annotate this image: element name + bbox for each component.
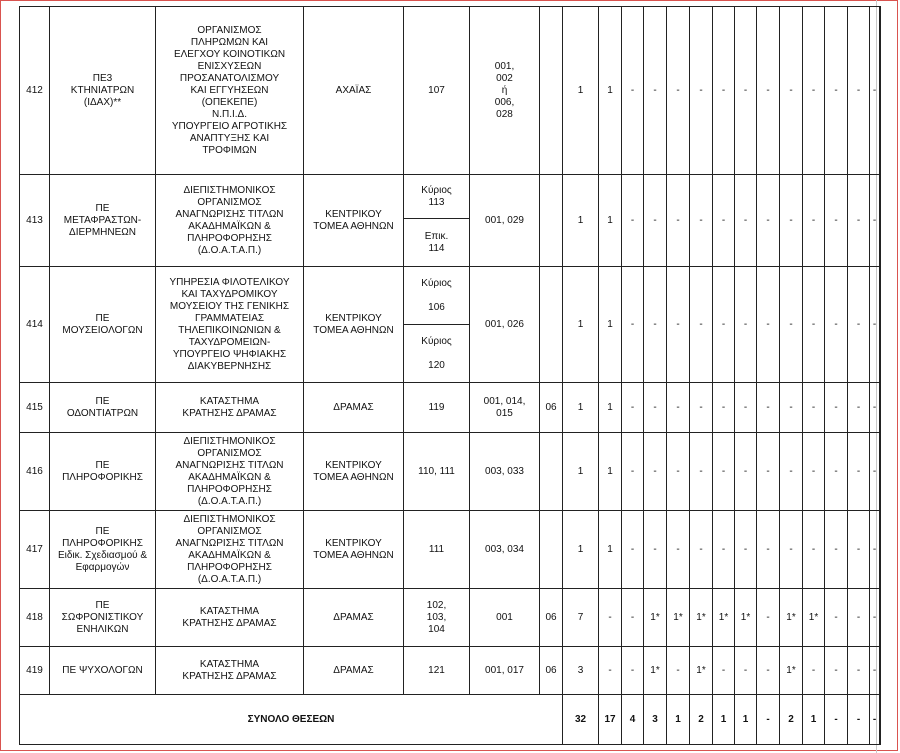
col-a: 1 — [599, 267, 622, 383]
col-m: - — [870, 589, 880, 647]
positions-count: 1 — [563, 433, 599, 511]
specialty: ΠΕ ΜΕΤΑΦΡΑΣΤΩΝ- ΔΙΕΡΜΗΝΕΩΝ — [50, 175, 156, 267]
edge-cell — [880, 511, 881, 589]
col-e: 1* — [690, 589, 713, 647]
specialty: ΠΕ ΜΟΥΣΕΙΟΛΟΓΩΝ — [50, 267, 156, 383]
edge-cell — [880, 175, 881, 267]
col-l: - — [848, 589, 870, 647]
col-j: - — [803, 433, 825, 511]
col-g: - — [735, 647, 757, 695]
agency: ΔΙΕΠΙΣΤΗΜΟΝΙΚΟΣ ΟΡΓΑΝΙΣΜΟΣ ΑΝΑΓΝΩΡΙΣΗΣ ΤΙΤΛΩΝ ΑΚΑΔΗΜΑΪΚΩΝ & ΠΛΗΡΟΦΟΡΗΣΗΣ (Δ.Ο.Α.Τ.Α.Π.) — [156, 175, 304, 267]
col-c: - — [644, 511, 667, 589]
positions-count: 1 — [563, 267, 599, 383]
positions-count: 1 — [563, 383, 599, 433]
col-k: - — [825, 589, 848, 647]
table-row — [20, 7, 881, 175]
col-j: - — [803, 7, 825, 175]
specialty: ΠΕ3 ΚΤΗΝΙΑΤΡΩΝ (ΙΔΑΧ)** — [50, 7, 156, 175]
position-code: 111 — [404, 511, 470, 589]
edge-cell — [880, 433, 881, 511]
col-b: - — [622, 383, 644, 433]
col-a: 1 — [599, 383, 622, 433]
col-i: 1* — [780, 589, 803, 647]
col-l: - — [848, 175, 870, 267]
extra-code: 06 — [540, 383, 563, 433]
col-e: - — [690, 7, 713, 175]
edge-cell — [880, 589, 881, 647]
col-k: - — [825, 175, 848, 267]
col-d: - — [667, 267, 690, 383]
total-col-d: 1 — [667, 695, 690, 745]
agency: ΔΙΕΠΙΣΤΗΜΟΝΙΚΟΣ ΟΡΓΑΝΙΣΜΟΣ ΑΝΑΓΝΩΡΙΣΗΣ ΤΙΤΛΩΝ ΑΚΑΔΗΜΑΪΚΩΝ & ΠΛΗΡΟΦΟΡΗΣΗΣ (Δ.Ο.Α.Τ.Α.Π.) — [156, 511, 304, 589]
col-j: - — [803, 175, 825, 267]
specialty: ΠΕ ΟΔΟΝΤΙΑΤΡΩΝ — [50, 383, 156, 433]
col-c: - — [644, 383, 667, 433]
col-k: - — [825, 647, 848, 695]
row-number: 414 — [20, 267, 50, 383]
col-b: - — [622, 7, 644, 175]
col-l: - — [848, 511, 870, 589]
location: ΚΕΝΤΡΙΚΟΥ ΤΟΜΕΑ ΑΘΗΝΩΝ — [304, 267, 404, 383]
location: ΔΡΑΜΑΣ — [304, 383, 404, 433]
col-h: - — [757, 267, 780, 383]
col-f: - — [713, 267, 735, 383]
row-number: 413 — [20, 175, 50, 267]
col-b: - — [622, 175, 644, 267]
qualification-codes: 001, 029 — [470, 175, 540, 267]
col-c: - — [644, 7, 667, 175]
col-b: - — [622, 511, 644, 589]
col-g: - — [735, 267, 757, 383]
col-a: 1 — [599, 511, 622, 589]
total-col-e: 2 — [690, 695, 713, 745]
table-row — [20, 267, 881, 325]
col-h: - — [757, 7, 780, 175]
col-h: - — [757, 589, 780, 647]
edge-cell — [880, 695, 881, 745]
position-code: 121 — [404, 647, 470, 695]
position-code-secondary: Επικ. 114 — [404, 219, 470, 267]
col-e: 1* — [690, 647, 713, 695]
total-label: ΣΥΝΟΛΟ ΘΕΣΕΩΝ — [20, 695, 563, 745]
col-e: - — [690, 433, 713, 511]
col-j: - — [803, 647, 825, 695]
col-i: - — [780, 175, 803, 267]
location: ΔΡΑΜΑΣ — [304, 647, 404, 695]
edge-cell — [880, 267, 881, 383]
row-number: 416 — [20, 433, 50, 511]
col-f: - — [713, 433, 735, 511]
col-f: 1* — [713, 589, 735, 647]
total-col-l: - — [848, 695, 870, 745]
total-col-a: 17 — [599, 695, 622, 745]
col-a: - — [599, 647, 622, 695]
row-number: 417 — [20, 511, 50, 589]
positions-count: 1 — [563, 175, 599, 267]
row-number: 418 — [20, 589, 50, 647]
extra-code — [540, 267, 563, 383]
col-j: - — [803, 383, 825, 433]
col-d: - — [667, 175, 690, 267]
specialty: ΠΕ ΨΥΧΟΛΟΓΩΝ — [50, 647, 156, 695]
col-k: - — [825, 7, 848, 175]
positions-table — [19, 6, 881, 745]
col-a: 1 — [599, 433, 622, 511]
col-c: - — [644, 433, 667, 511]
col-a: - — [599, 589, 622, 647]
row-number: 419 — [20, 647, 50, 695]
col-a: 1 — [599, 175, 622, 267]
extra-code: 06 — [540, 589, 563, 647]
col-m: - — [870, 383, 880, 433]
col-g: - — [735, 7, 757, 175]
col-h: - — [757, 647, 780, 695]
location: ΚΕΝΤΡΙΚΟΥ ΤΟΜΕΑ ΑΘΗΝΩΝ — [304, 433, 404, 511]
col-l: - — [848, 433, 870, 511]
col-g: 1* — [735, 589, 757, 647]
col-d: - — [667, 647, 690, 695]
location: ΚΕΝΤΡΙΚΟΥ ΤΟΜΕΑ ΑΘΗΝΩΝ — [304, 511, 404, 589]
extra-code — [540, 7, 563, 175]
col-b: - — [622, 647, 644, 695]
total-positions-count: 32 — [563, 695, 599, 745]
col-j: 1* — [803, 589, 825, 647]
col-f: - — [713, 383, 735, 433]
position-code: 119 — [404, 383, 470, 433]
positions-count: 3 — [563, 647, 599, 695]
table-row — [20, 383, 881, 433]
col-i: - — [780, 7, 803, 175]
col-f: - — [713, 647, 735, 695]
total-row — [20, 695, 881, 745]
qualification-codes: 001, 026 — [470, 267, 540, 383]
total-col-i: 2 — [780, 695, 803, 745]
row-number: 415 — [20, 383, 50, 433]
col-i: - — [780, 267, 803, 383]
table-row — [20, 511, 881, 589]
position-code-primary: Κύριος 113 — [404, 175, 470, 219]
col-i: 1* — [780, 647, 803, 695]
total-col-k: - — [825, 695, 848, 745]
col-m: - — [870, 647, 880, 695]
col-h: - — [757, 175, 780, 267]
col-d: - — [667, 383, 690, 433]
col-d: - — [667, 511, 690, 589]
col-f: - — [713, 175, 735, 267]
qualification-codes: 003, 034 — [470, 511, 540, 589]
col-e: - — [690, 511, 713, 589]
table-row — [20, 589, 881, 647]
agency: ΥΠΗΡΕΣΙΑ ΦΙΛΟΤΕΛΙΚΟΥ ΚΑΙ ΤΑΧΥΔΡΟΜΙΚΟΥ ΜΟΥΣΕΙΟΥ ΤΗΣ ΓΕΝΙΚΗΣ ΓΡΑΜΜΑΤΕΙΑΣ ΤΗΛΕΠΙΚΟΙΝΩΝΙΩΝ & ΤΑΧΥΔΡΟΜΕΙΩΝ- ΥΠΟΥΡΓΕΙΟ ΨΗΦΙΑΚΗΣ ΔΙΑΚΥΒΕΡΝΗΣΗΣ — [156, 267, 304, 383]
position-code-primary: Κύριος 106 — [404, 267, 470, 325]
extra-code: 06 — [540, 647, 563, 695]
col-e: - — [690, 383, 713, 433]
agency: ΔΙΕΠΙΣΤΗΜΟΝΙΚΟΣ ΟΡΓΑΝΙΣΜΟΣ ΑΝΑΓΝΩΡΙΣΗΣ ΤΙΤΛΩΝ ΑΚΑΔΗΜΑΪΚΩΝ & ΠΛΗΡΟΦΟΡΗΣΗΣ (Δ.Ο.Α.Τ.Α.Π.) — [156, 433, 304, 511]
col-e: - — [690, 175, 713, 267]
edge-cell — [880, 647, 881, 695]
col-a: 1 — [599, 7, 622, 175]
qualification-codes: 003, 033 — [470, 433, 540, 511]
col-l: - — [848, 647, 870, 695]
col-k: - — [825, 267, 848, 383]
agency: ΚΑΤΑΣΤΗΜΑ ΚΡΑΤΗΣΗΣ ΔΡΑΜΑΣ — [156, 647, 304, 695]
total-col-j: 1 — [803, 695, 825, 745]
location: ΑΧΑΪΑΣ — [304, 7, 404, 175]
extra-code — [540, 433, 563, 511]
col-l: - — [848, 383, 870, 433]
specialty: ΠΕ ΠΛΗΡΟΦΟΡΙΚΗΣ — [50, 433, 156, 511]
col-i: - — [780, 511, 803, 589]
qualification-codes: 001, 014, 015 — [470, 383, 540, 433]
total-col-g: 1 — [735, 695, 757, 745]
edge-cell — [880, 7, 881, 175]
position-code: 102, 103, 104 — [404, 589, 470, 647]
agency: ΟΡΓΑΝΙΣΜΟΣ ΠΛΗΡΩΜΩΝ ΚΑΙ ΕΛΕΓΧΟΥ ΚΟΙΝΟΤΙΚΩΝ ΕΝΙΣΧΥΣΕΩΝ ΠΡΟΣΑΝΑΤΟΛΙΣΜΟΥ ΚΑΙ ΕΓΓΥΗΣΕΩΝ (ΟΠΕΚΕΠΕ) Ν.Π.Ι.Δ. ΥΠΟΥΡΓΕΙΟ ΑΓΡΟΤΙΚΗΣ ΑΝΑΠΤΥΞΗΣ ΚΑΙ ΤΡΟΦΙΜΩΝ — [156, 7, 304, 175]
position-code: 107 — [404, 7, 470, 175]
col-m: - — [870, 7, 880, 175]
position-code-secondary: Κύριος 120 — [404, 325, 470, 383]
col-d: 1* — [667, 589, 690, 647]
row-number: 412 — [20, 7, 50, 175]
location: ΔΡΑΜΑΣ — [304, 589, 404, 647]
col-m: - — [870, 511, 880, 589]
col-l: - — [848, 7, 870, 175]
col-b: - — [622, 433, 644, 511]
total-col-c: 3 — [644, 695, 667, 745]
col-m: - — [870, 433, 880, 511]
col-d: - — [667, 433, 690, 511]
col-g: - — [735, 433, 757, 511]
col-k: - — [825, 433, 848, 511]
col-g: - — [735, 383, 757, 433]
total-col-f: 1 — [713, 695, 735, 745]
specialty: ΠΕ ΣΩΦΡΟΝΙΣΤΙΚΟΥ ΕΝΗΛΙΚΩΝ — [50, 589, 156, 647]
col-c: 1* — [644, 589, 667, 647]
col-j: - — [803, 267, 825, 383]
agency: ΚΑΤΑΣΤΗΜΑ ΚΡΑΤΗΣΗΣ ΔΡΑΜΑΣ — [156, 589, 304, 647]
col-b: - — [622, 589, 644, 647]
positions-count: 1 — [563, 7, 599, 175]
col-i: - — [780, 383, 803, 433]
extra-code — [540, 511, 563, 589]
col-l: - — [848, 267, 870, 383]
qualification-codes: 001, 017 — [470, 647, 540, 695]
total-col-m: - — [870, 695, 880, 745]
col-b: - — [622, 267, 644, 383]
col-j: - — [803, 511, 825, 589]
specialty: ΠΕ ΠΛΗΡΟΦΟΡΙΚΗΣ Ειδικ. Σχεδιασμού & Εφαρμογών — [50, 511, 156, 589]
positions-count: 1 — [563, 511, 599, 589]
positions-count: 7 — [563, 589, 599, 647]
table-row — [20, 647, 881, 695]
col-h: - — [757, 433, 780, 511]
qualification-codes: 001 — [470, 589, 540, 647]
col-c: - — [644, 267, 667, 383]
col-c: - — [644, 175, 667, 267]
agency: ΚΑΤΑΣΤΗΜΑ ΚΡΑΤΗΣΗΣ ΔΡΑΜΑΣ — [156, 383, 304, 433]
extra-code — [540, 175, 563, 267]
col-m: - — [870, 175, 880, 267]
col-g: - — [735, 511, 757, 589]
qualification-codes: 001, 002 ή 006, 028 — [470, 7, 540, 175]
col-d: - — [667, 7, 690, 175]
total-col-h: - — [757, 695, 780, 745]
total-col-b: 4 — [622, 695, 644, 745]
table-row — [20, 175, 881, 219]
col-g: - — [735, 175, 757, 267]
position-code: 110, 111 — [404, 433, 470, 511]
col-h: - — [757, 511, 780, 589]
col-e: - — [690, 267, 713, 383]
col-c: 1* — [644, 647, 667, 695]
col-i: - — [780, 433, 803, 511]
col-h: - — [757, 383, 780, 433]
col-f: - — [713, 7, 735, 175]
col-k: - — [825, 383, 848, 433]
edge-cell — [880, 383, 881, 433]
table-row — [20, 433, 881, 511]
col-f: - — [713, 511, 735, 589]
col-k: - — [825, 511, 848, 589]
col-m: - — [870, 267, 880, 383]
location: ΚΕΝΤΡΙΚΟΥ ΤΟΜΕΑ ΑΘΗΝΩΝ — [304, 175, 404, 267]
